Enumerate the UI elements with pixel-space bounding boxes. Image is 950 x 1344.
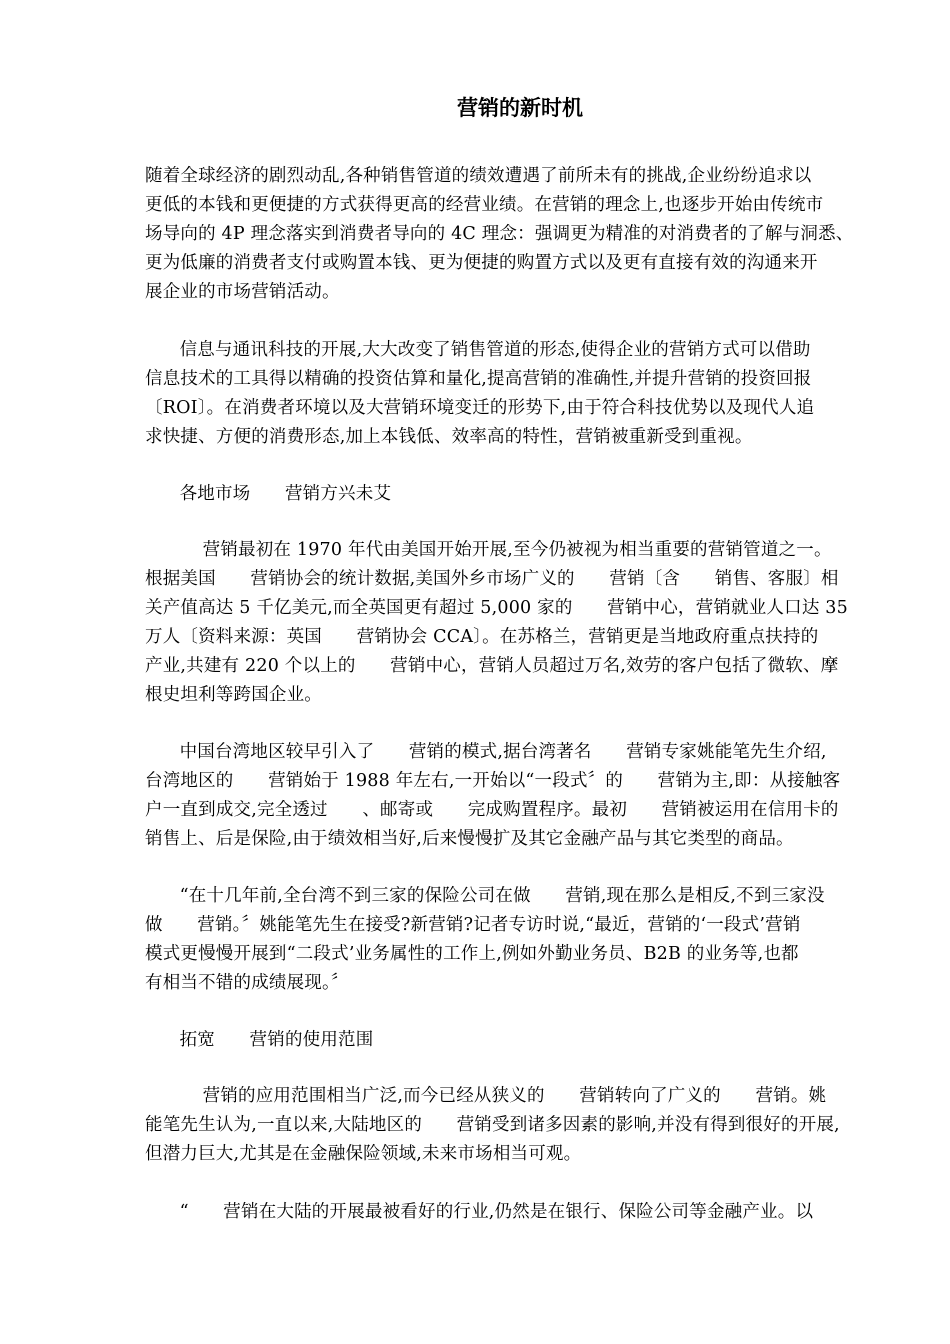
text-line: 求快捷、方便的消费形态,加上本钱低、效率高的特性，营销被重新受到重视。 — [145, 427, 753, 447]
text-line: 能笔先生认为,一直以来,大陆地区的 营销受到诸多因素的影响,并没有得到很好的开展, — [145, 1115, 840, 1135]
paragraph-taiwan — [145, 738, 885, 854]
text-line: 展企业的市场营销活动。 — [145, 282, 340, 302]
text-line: 营销最初在 1970 年代由美国开始开展,至今仍被视为相当重要的营销管道之一。 — [145, 540, 832, 560]
text-line: 根据美国 营销协会的统计数据,美国外乡市场广义的 营销〔含 销售、客服〕相 — [145, 569, 839, 589]
text-line: 信息技术的工具得以精确的投资估算和量化,提高营销的准确性,并提升营销的投资回报 — [145, 369, 812, 389]
text-line: 场导向的 4P 理念落实到消费者导向的 4C 理念：强调更为精准的对消费者的了解与洞悉、 — [145, 224, 854, 244]
text-line: “ 营销在大陆的开展最被看好的行业,仍然是在银行、保险公司等金融产业。以 — [145, 1202, 814, 1222]
text-line: 信息与通讯科技的开展,大大改变了销售管道的形态,使得企业的营销方式可以借助 — [145, 340, 811, 360]
text-line: 有相当不错的成绩展现。〞 — [145, 973, 349, 993]
text-line: 关产值高达 5 千亿美元,而全英国更有超过 5,000 家的 营销中心，营销就业人口达 35 — [145, 598, 848, 618]
text-line: 产业,共建有 220 个以上的 营销中心，营销人员超过万名,效劳的客户包括了微软、摩 — [145, 656, 839, 676]
paragraph-intro — [145, 162, 885, 307]
paragraph-scope — [145, 1082, 885, 1169]
text-line: 更为低廉的消费者支付或购置本钱、更为便捷的购置方式以及更有直接有效的沟通来开 — [145, 253, 818, 273]
text-line: 中国台湾地区较早引入了 营销的模式,据台湾著名 营销专家姚能笔先生介绍, — [145, 742, 827, 762]
text-line: 更低的本钱和更便捷的方式获得更高的经营业绩。在营销的理念上,也逐步开始由传统市 — [145, 195, 824, 215]
paragraph-quote — [145, 882, 885, 998]
text-line: 万人〔资料来源：英国 营销协会 CCA〕。在苏格兰，营销更是当地政府重点扶持的 — [145, 627, 819, 647]
text-line: 随着全球经济的剧烈动乱,各种销售管道的绩效遭遇了前所未有的挑战,企业纷纷追求以 — [145, 166, 812, 186]
text-line: 户一直到成交,完全透过 、邮寄或 完成购置程序。最初 营销被运用在信用卡的 — [145, 800, 839, 820]
paragraph-mainland — [145, 1198, 885, 1227]
text-line: 〔ROI〕。在消费者环境以及大营销环境变迁的形势下,由于符合科技优势以及现代人追 — [145, 398, 815, 418]
text-line: 拓宽 营销的使用范围 — [145, 1030, 374, 1050]
text-line: 销售上、后是保险,由于绩效相当好,后来慢慢扩及其它金融产品与其它类型的商品。 — [145, 829, 794, 849]
paragraph-technology — [145, 336, 885, 452]
paragraph-us-uk — [145, 536, 885, 710]
text-line: “在十几年前,全台湾不到三家的保险公司在做 营销,现在那么是相反,不到三家没 — [145, 886, 825, 906]
text-line: 但潜力巨大,尤其是在金融保险领域,未来市场相当可观。 — [145, 1144, 582, 1164]
text-line: 根史坦利等跨国企业。 — [145, 685, 322, 705]
text-line: 做 营销。〞姚能笔先生在接受?新营销?记者专访时说,“最近，营销的‘一段式’营销 — [145, 915, 801, 935]
text-line: 各地市场 营销方兴未艾 — [145, 484, 392, 504]
text-line: 台湾地区的 营销始于 1988 年左右,一开始以“一段式〞的 营销为主,即：从接触客 — [145, 771, 841, 791]
text-line: 营销的应用范围相当广泛,而今已经从狭义的 营销转向了广义的 营销。姚 — [145, 1086, 827, 1106]
section-heading-scope — [145, 1026, 885, 1055]
text-line: 模式更慢慢开展到“二段式’业务属性的工作上,例如外勤业务员、B2B 的业务等,也都 — [145, 944, 799, 964]
section-heading-markets — [145, 480, 885, 509]
document-title: 营销的新时机 — [457, 96, 583, 120]
